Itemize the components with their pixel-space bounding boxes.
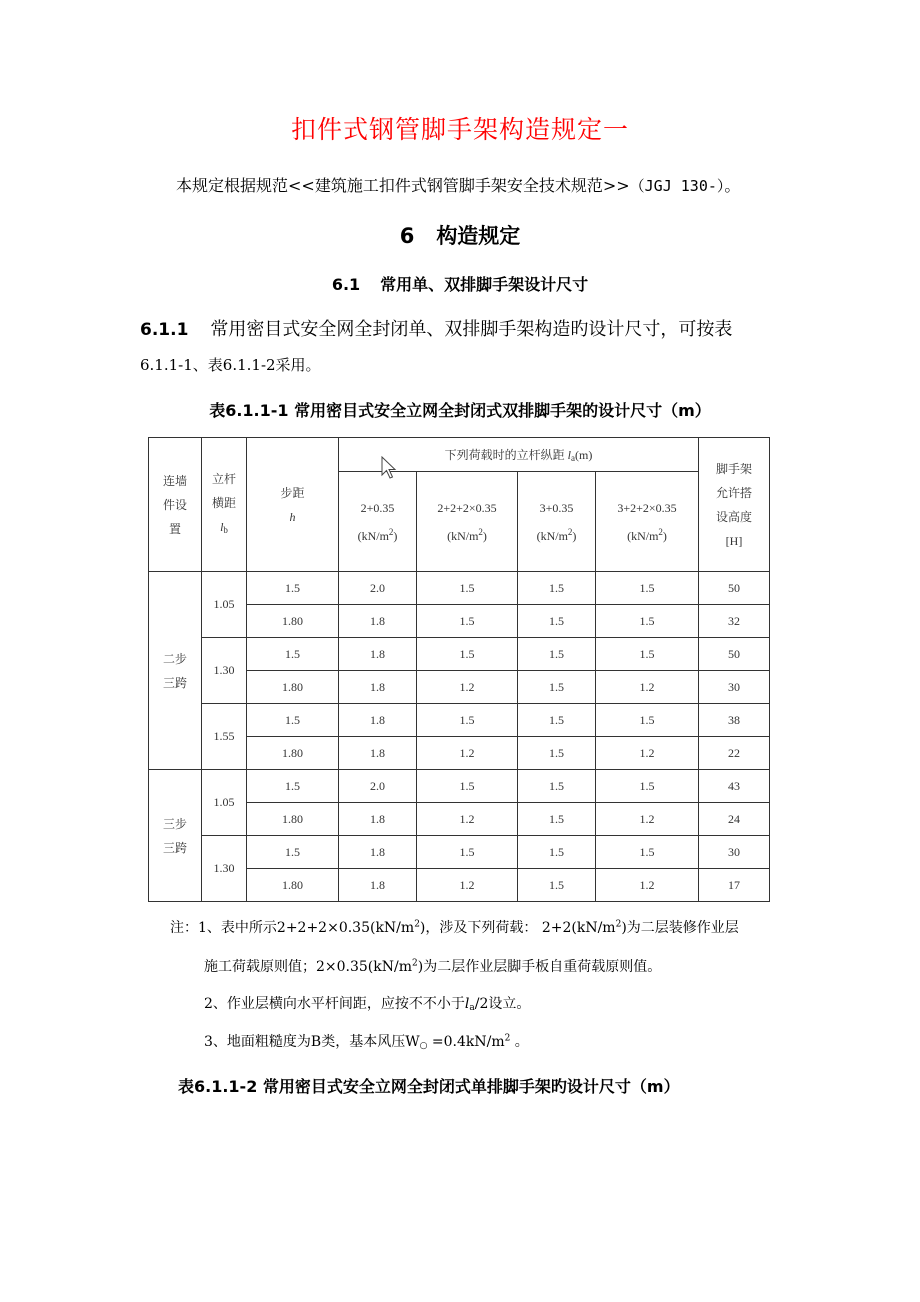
longitudinal-spacing-cell: 1.5 <box>518 869 596 902</box>
note-1-line-2: 施工荷载原则值；$2\times 0.35(kN/m^2)$为二层作业层脚手板自重荷载原则值。 <box>204 958 662 975</box>
allowed-height-cell: 30 <box>699 836 770 869</box>
header-load-3: 3+0.35 $(kN/m^2)$ <box>518 472 596 572</box>
header-allowed-height: 脚手架 允许搭 设高度 [H] <box>699 438 770 572</box>
longitudinal-spacing-cell: 1.2 <box>596 803 699 836</box>
longitudinal-spacing-cell: 1.8 <box>339 605 417 638</box>
tie-setting-cell: 二步 三跨 <box>149 572 202 770</box>
allowed-height-cell: 50 <box>699 572 770 605</box>
longitudinal-spacing-cell: 1.5 <box>417 638 518 671</box>
header-step-distance: 步距 h <box>247 438 339 572</box>
longitudinal-spacing-cell: 1.2 <box>417 803 518 836</box>
step-distance-cell: 1.5 <box>247 572 339 605</box>
longitudinal-spacing-cell: 1.8 <box>339 836 417 869</box>
allowed-height-cell: 50 <box>699 638 770 671</box>
longitudinal-spacing-cell: 1.5 <box>417 572 518 605</box>
allowed-height-cell: 22 <box>699 737 770 770</box>
allowed-height-cell: 32 <box>699 605 770 638</box>
longitudinal-spacing-cell: 1.5 <box>417 605 518 638</box>
longitudinal-spacing-cell: 1.5 <box>518 803 596 836</box>
step-distance-cell: 1.80 <box>247 737 339 770</box>
clause-text-1: 常用密目式安全网全封闭单、双排脚手架构造旳设计尺寸，可按表 <box>210 319 733 340</box>
transverse-spacing-cell: 1.55 <box>202 704 247 770</box>
transverse-spacing-cell: 1.30 <box>202 638 247 704</box>
longitudinal-spacing-cell: 1.2 <box>417 671 518 704</box>
longitudinal-spacing-cell: 1.8 <box>339 869 417 902</box>
clause-text-2: 6.1.1-1、表6.1.1-2采用。 <box>140 356 321 374</box>
note-2: 2、作业层横向水平杆间距，应按不不小于$l_a/2$设立。 <box>204 996 531 1013</box>
longitudinal-spacing-cell: 1.8 <box>339 638 417 671</box>
design-dimension-table <box>148 437 770 902</box>
table2-caption: 表6.1.1-2 常用密目式安全立网全封闭式单排脚手架旳设计尺寸（m） <box>178 1077 680 1096</box>
header-load-4: 3+2+2×0.35 $(kN/m^2)$ <box>596 472 699 572</box>
longitudinal-spacing-cell: 1.8 <box>339 704 417 737</box>
longitudinal-spacing-cell: 1.5 <box>417 770 518 803</box>
section-title: 常用单、双排脚手架设计尺寸 <box>380 275 589 294</box>
step-distance-cell: 1.5 <box>247 770 339 803</box>
step-distance-cell: 1.80 <box>247 803 339 836</box>
allowed-height-cell: 30 <box>699 671 770 704</box>
tie-setting-cell: 三步 三跨 <box>149 770 202 902</box>
longitudinal-spacing-cell: 2.0 <box>339 572 417 605</box>
longitudinal-spacing-cell: 2.0 <box>339 770 417 803</box>
longitudinal-spacing-cell: 1.2 <box>417 869 518 902</box>
header-tie-setting: 连墙 件设 置 <box>149 438 202 572</box>
note-1-line-1: 注：1、表中所示$2+2+2\times 0.35(kN/m^2)$，涉及下列荷载： $2+2(kN/m^2)$为二层装修作业层 <box>170 919 739 936</box>
intro-paragraph <box>176 173 896 196</box>
longitudinal-spacing-cell: 1.5 <box>518 836 596 869</box>
clause-paragraph <box>140 312 800 383</box>
allowed-height-cell: 24 <box>699 803 770 836</box>
step-distance-cell: 1.80 <box>247 605 339 638</box>
longitudinal-spacing-cell: 1.5 <box>417 836 518 869</box>
clause-number: 6.1.1 <box>140 320 189 340</box>
longitudinal-spacing-cell: 1.5 <box>518 572 596 605</box>
intro-end: 。 <box>724 176 741 195</box>
longitudinal-spacing-cell: 1.2 <box>596 869 699 902</box>
header-longitudinal-spacing: 下列荷载时的立杆纵距 $l_a(m)$ <box>339 438 699 472</box>
longitudinal-spacing-cell: 1.5 <box>518 605 596 638</box>
longitudinal-spacing-cell: 1.5 <box>596 704 699 737</box>
longitudinal-spacing-cell: 1.8 <box>339 737 417 770</box>
header-load-2: 2+2+2×0.35 $(kN/m^2)$ <box>417 472 518 572</box>
chapter-title: 构造规定 <box>436 224 521 248</box>
longitudinal-spacing-cell: 1.5 <box>518 770 596 803</box>
step-distance-cell: 1.80 <box>247 671 339 704</box>
transverse-spacing-cell: 1.05 <box>202 572 247 638</box>
longitudinal-spacing-cell: 1.5 <box>518 737 596 770</box>
step-distance-cell: 1.5 <box>247 704 339 737</box>
table-row <box>149 572 770 605</box>
longitudinal-spacing-cell: 1.8 <box>339 671 417 704</box>
header-load-1: 2+0.35 $(kN/m^2)$ <box>339 472 417 572</box>
table-row <box>149 638 770 671</box>
intro-prefix: 本规定根据规范<<建筑施工扣件式钢管脚手架安全技术规范>> <box>176 176 630 195</box>
longitudinal-spacing-cell: 1.5 <box>596 605 699 638</box>
allowed-height-cell: 38 <box>699 704 770 737</box>
longitudinal-spacing-cell: 1.2 <box>596 737 699 770</box>
longitudinal-spacing-cell: 1.5 <box>417 704 518 737</box>
mouse-pointer-icon <box>381 456 397 480</box>
table-row <box>149 836 770 869</box>
longitudinal-spacing-cell: 1.8 <box>339 803 417 836</box>
longitudinal-spacing-cell: 1.5 <box>518 671 596 704</box>
note-3: 3、地面粗糙度为B类，基本风压$W_○ =0.4kN/m^2$ 。 <box>204 1033 529 1051</box>
transverse-spacing-cell: 1.30 <box>202 836 247 902</box>
table-row <box>149 770 770 803</box>
step-distance-cell: 1.80 <box>247 869 339 902</box>
allowed-height-cell: 43 <box>699 770 770 803</box>
longitudinal-spacing-cell: 1.5 <box>518 704 596 737</box>
table-row <box>149 704 770 737</box>
header-transverse-spacing: 立杆 横距 $l_b$ <box>202 438 247 572</box>
longitudinal-spacing-cell: 1.5 <box>596 770 699 803</box>
longitudinal-spacing-cell: 1.2 <box>417 737 518 770</box>
section-number: 6.1 <box>331 275 361 294</box>
table1-caption: 表6.1.1-1 常用密目式安全立网全封闭式双排脚手架的设计尺寸（m） <box>209 401 711 420</box>
section-heading <box>0 272 920 295</box>
transverse-spacing-cell: 1.05 <box>202 770 247 836</box>
step-distance-cell: 1.5 <box>247 638 339 671</box>
allowed-height-cell: 17 <box>699 869 770 902</box>
longitudinal-spacing-cell: 1.5 <box>596 836 699 869</box>
longitudinal-spacing-cell: 1.5 <box>596 572 699 605</box>
step-distance-cell: 1.5 <box>247 836 339 869</box>
longitudinal-spacing-cell: 1.2 <box>596 671 699 704</box>
chapter-heading <box>0 220 920 250</box>
intro-code: （JGJ 130-） <box>629 177 725 195</box>
longitudinal-spacing-cell: 1.5 <box>518 638 596 671</box>
longitudinal-spacing-cell: 1.5 <box>596 638 699 671</box>
document-title: 扣件式钢管脚手架构造规定一 <box>290 115 629 144</box>
chapter-number: 6 <box>399 224 415 248</box>
